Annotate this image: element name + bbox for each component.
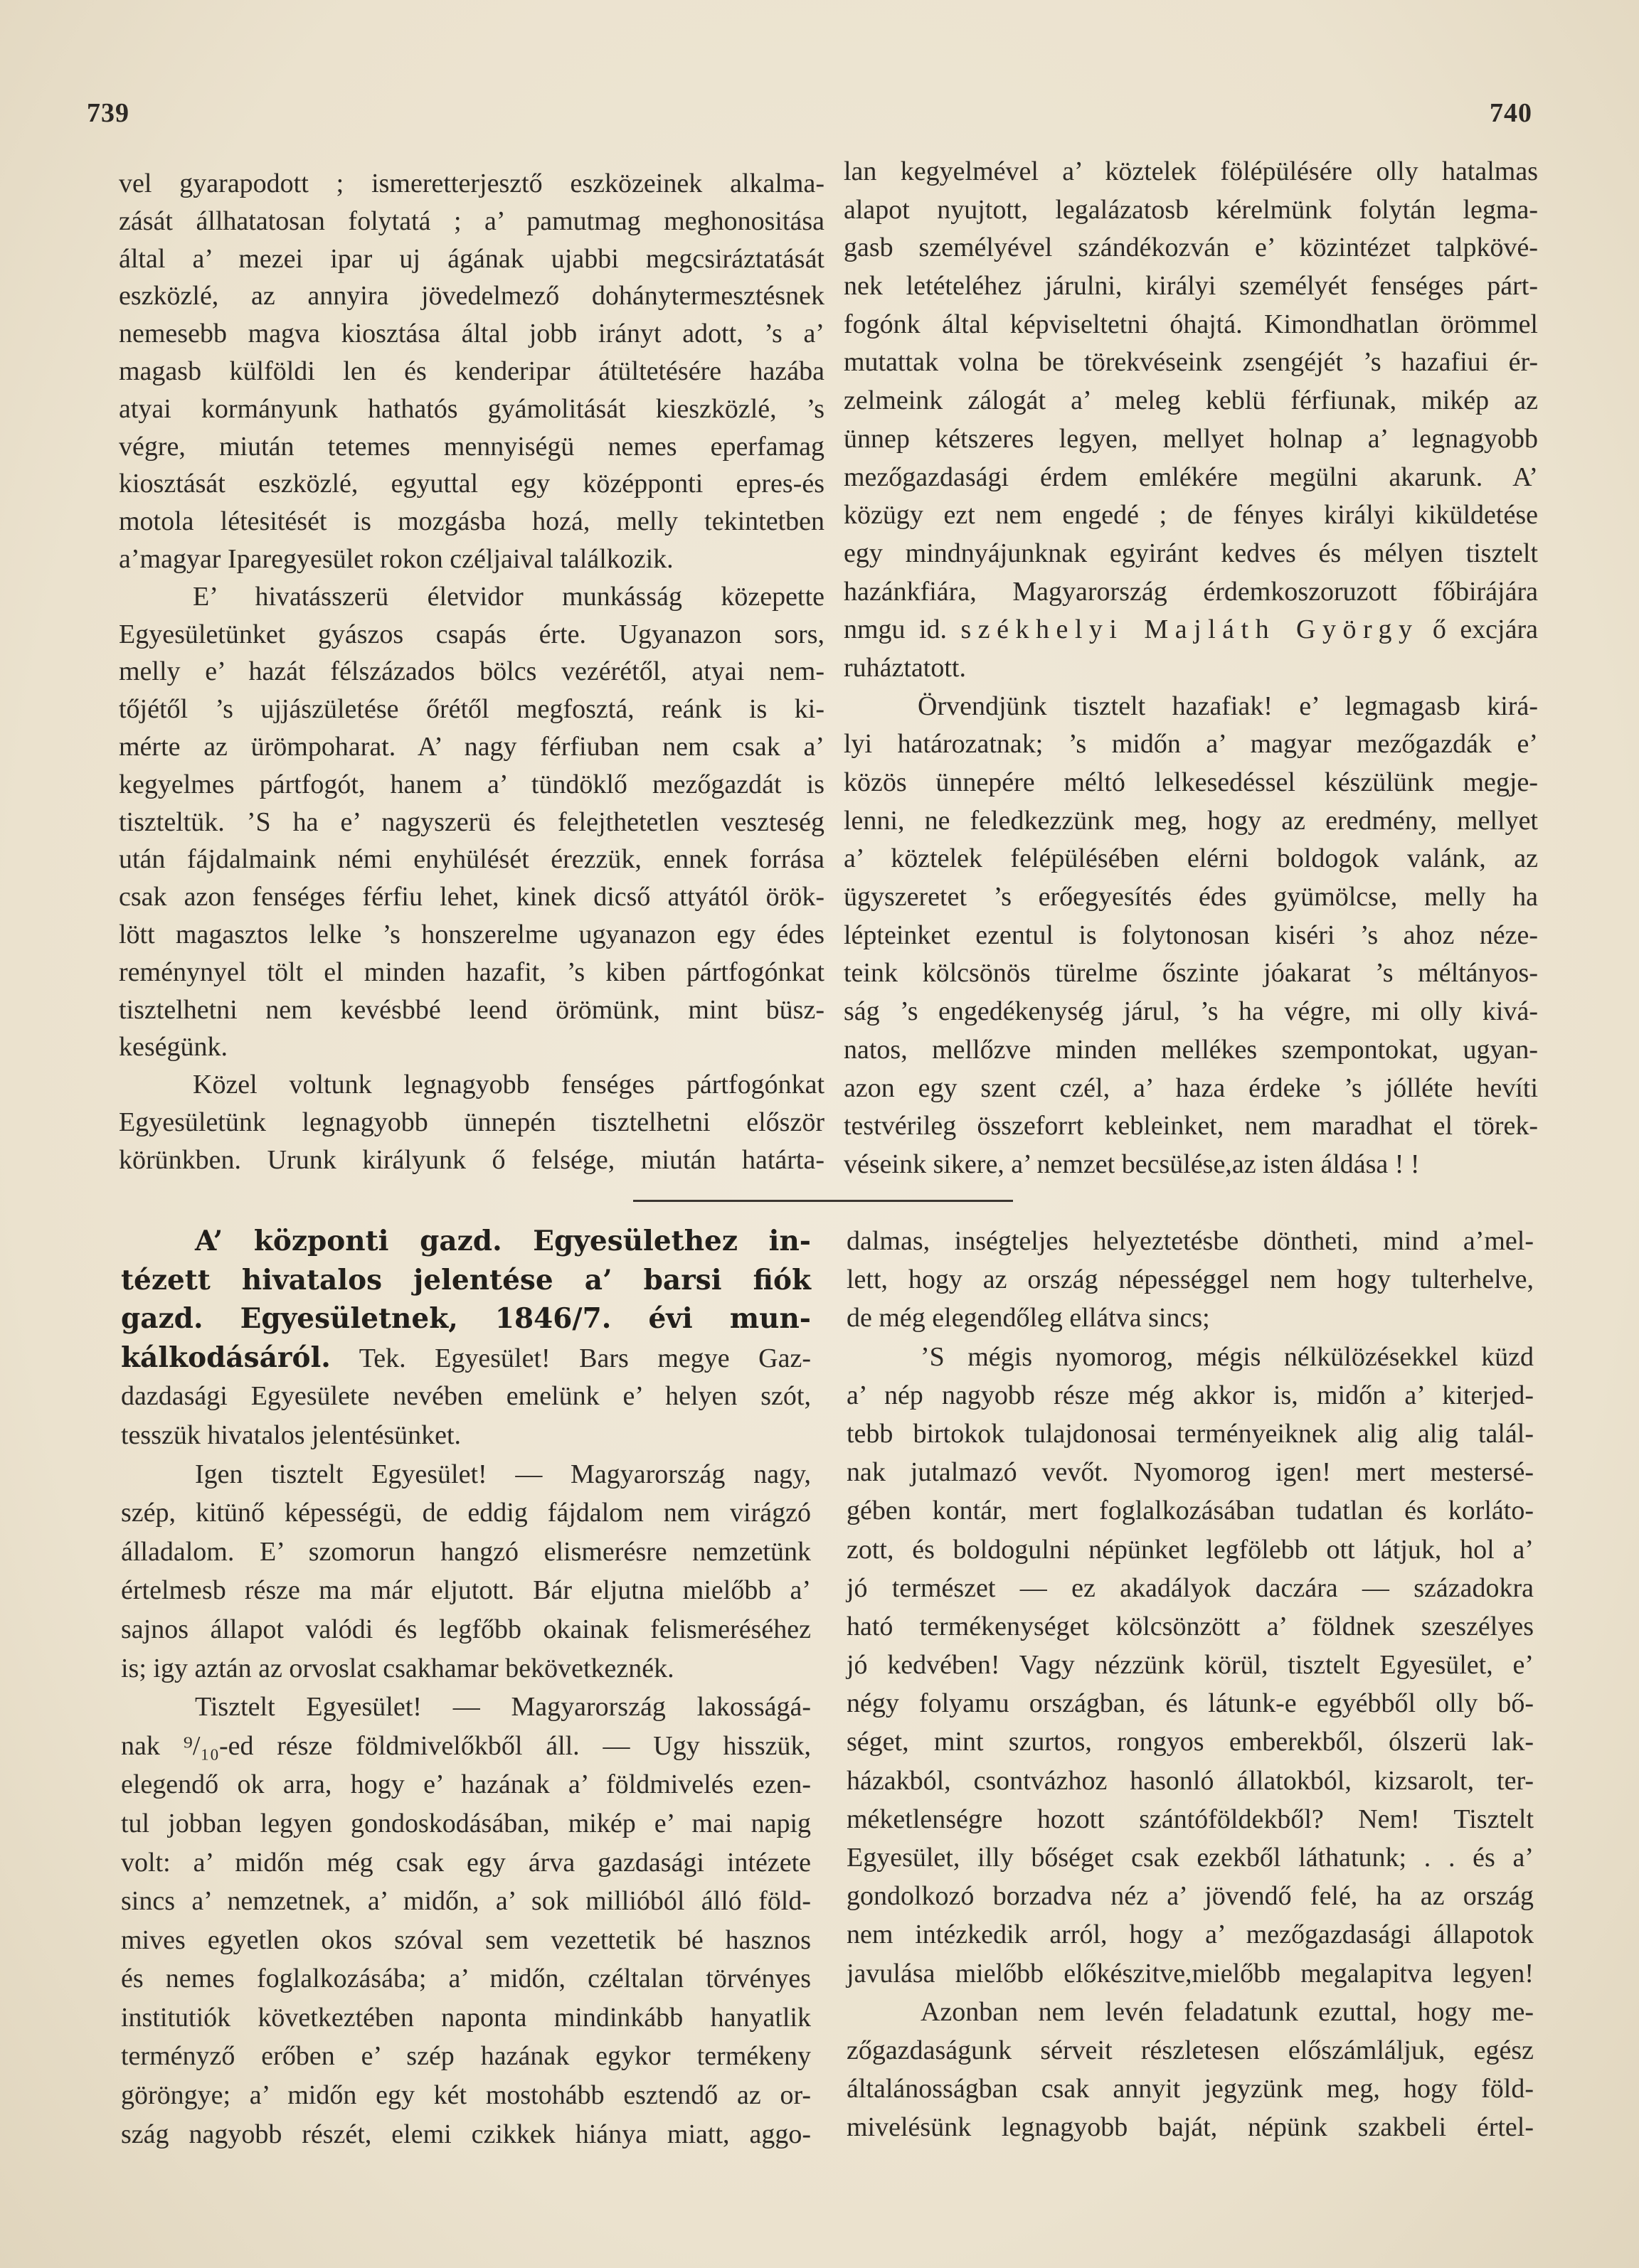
text-line: tiszteltük. ’S ha e’ nagyszerü és felejthetetlen veszteség: [119, 806, 824, 837]
text-line: Egyesületünket gyászos csapás érte. Ugyanazon sors,: [119, 619, 824, 649]
text-line: szép, kitünő képességü, de eddig fájdalom nem virágzó: [121, 1498, 811, 1528]
text-line: [121, 1338, 811, 1378]
text-line: Egyesületünk legnagyobb ünnepén tisztelhetni először: [119, 1107, 824, 1137]
text-line: méketlenségre hozott szántóföldekből? Nem! Tisztelt: [847, 1804, 1534, 1834]
text-line: közös ünnepére méltó lelkesedéssel készülünk megje-: [844, 767, 1538, 797]
text-line: alapot nyujtott, legalázatosb kérelmünk folytán legma-: [844, 194, 1538, 225]
text-line: szág nagyobb részét, elemi czikkek hiánya miatt, aggo-: [121, 2119, 811, 2149]
text-line: lyi határozatnak; ’s midőn a’ magyar mezőgazdák e’: [844, 729, 1538, 760]
text-line: ság ’s engedékenység járul, ’s ha végre, mi olly kivá-: [844, 996, 1538, 1027]
text-line: Tisztelt Egyesület! — Magyarország lakosságá-: [195, 1692, 811, 1723]
text-line: által a’ mezei ipar uj ágának ujabbi megcsiráztatását: [119, 243, 824, 274]
text-line: testvérileg összeforrt kebleinket, nem maradhat el törek-: [844, 1111, 1538, 1141]
text-line: házakból, csontvázhoz hasonló állatokból, kizsarolt, ter-: [847, 1765, 1534, 1796]
text-line: göröngye; a’ midőn egy két mostohább esztendő az or-: [121, 2080, 811, 2111]
text-line: hazánkfiára, Magyarország érdemkoszoruzott főbirájára: [844, 576, 1538, 607]
text-line: ’S mégis nyomorog, mégis nélkülözésekkel küzd: [921, 1341, 1534, 1372]
text-segment: ő excjára: [1418, 614, 1538, 645]
text-line: E’ hivatásszerü életvidor munkásság közepette: [193, 581, 824, 612]
section-divider: [633, 1200, 1013, 1202]
text-line: gondolkozó borzadva néz a’ jövendő felé, ha az ország: [847, 1881, 1534, 1912]
text-line: tisztelhetni nem kevésbbé leend örömünk, mint büsz-: [119, 994, 824, 1025]
text-line: melly e’ hazát félszázados bölcs vezérétől, atyai nem-: [119, 656, 824, 687]
text-line: tesszük hivatalos jelentésünket.: [121, 1420, 462, 1450]
text-line: kegyelmes pártfogót, hanem a’ tündöklő mezőgazdát is: [119, 769, 824, 799]
text-line: fogónk által képviseltetni óhajtá. Kimondhatlan örömmel: [844, 309, 1538, 339]
text-line: nak jutalmazó vevőt. Nyomorog igen! mert mestersé-: [847, 1457, 1534, 1488]
text-line: Közel voltunk legnagyobb fenséges pártfogónkat: [193, 1070, 824, 1100]
text-line: sajnos állapot valódi és legfőbb okainak felismeréséhez: [121, 1614, 811, 1644]
text-line: lenni, ne feledkezzünk meg, hogy az eredmény, mellyet: [844, 805, 1538, 836]
text-line: a’magyar Iparegyesület rokon czéljaival találkozik.: [119, 543, 674, 574]
text-line: séget, mint szurtos, rongyos emberekből, ólszerü lak-: [847, 1727, 1534, 1757]
text-line: terményző erőben e’ szép hazának egykor termékeny: [121, 2041, 811, 2072]
text-line: általánosságban csak annyit jegyzünk meg, hogy föld-: [847, 2074, 1534, 2104]
text-line: dazdasági Egyesülete nevében emelünk e’ helyen szót,: [121, 1381, 811, 1412]
text-line: magasb külföldi len és kenderipar átültetésére hazába: [119, 356, 824, 386]
text-line: azon egy szent czél, a’ haza érdeke ’s jólléte hevíti: [844, 1072, 1538, 1103]
text-line: végre, miután tetemes mennyiségü nemes eperfamag: [119, 431, 824, 462]
text-line: mezőgazdasági érdem emlékére megülni akarunk. A’: [844, 462, 1538, 492]
text-line: zott, és boldogulni népünket legfölebb ott látjuk, hol a’: [847, 1534, 1534, 1565]
page-number-left: 739: [87, 98, 129, 128]
text-line: mérte az ürömpoharat. A’ nagy férfiuban nem csak a’: [119, 731, 824, 762]
letter-spaced-name: székhelyi Majláth György: [960, 614, 1419, 645]
text-line: kiosztását eszközlé, egyuttal egy középponti epres-és: [119, 469, 824, 499]
text-line: sincs a’ nemzetnek, a’ midőn, a’ sok millióból álló föld-: [121, 1886, 811, 1917]
text-line: ruháztatott.: [844, 652, 966, 683]
lower-left-column: [121, 1222, 811, 2153]
text-line: teink kölcsönös türelme őszinte jóakarat ’s méltányos-: [844, 958, 1538, 989]
text-line: értelmesb része ma már eljutott. Bár eljutna mielőbb a’: [121, 1575, 811, 1606]
text-segment: nmgu id.: [844, 614, 961, 645]
text-line: keségünk.: [119, 1032, 228, 1063]
text-line: után fájdalmaink némi enyhülését érezzük, ennek forrása: [119, 844, 824, 875]
text-line: jó kedvében! Vagy nézzünk körül, tisztelt Egyesület, e’: [847, 1650, 1534, 1681]
text-line: a’ köztelek felépülésében elérni boldogok valánk, az: [844, 843, 1538, 874]
article-title-end: kálkodásáról.: [121, 1341, 331, 1374]
text-line: közügy ezt nem engedé ; de fényes királyi kiküldetése: [844, 500, 1538, 531]
text-line: nemesebb magva kiosztása által jobb irányt adott, ’s a’: [119, 319, 824, 349]
text-line: zőgazdaságunk sérveit részletesen előszámláljuk, egész: [847, 2035, 1534, 2065]
text-line: gében kontár, mert foglalkozásában tudatlan és korláto-: [847, 1496, 1534, 1526]
text-line: eszközlé, az annyira jövedelmező dohánytermesztésnek: [119, 281, 824, 312]
text-line: javulása mielőbb előkészitve,mielőbb megalapitva legyen!: [847, 1958, 1534, 1989]
article-title-line: A’ központi gazd. Egyesülethez in-: [195, 1225, 811, 1257]
text-line: Igen tisztelt Egyesület! — Magyarország nagy,: [195, 1459, 811, 1489]
text-line: [844, 611, 1538, 649]
text-line: motola létesitését is mozgásba hozá, melly tekintetben: [119, 506, 824, 537]
upper-right-column: [844, 153, 1538, 1184]
upper-left-column: [119, 165, 824, 1179]
text-line: és nemes foglalkozásába; a’ midőn, czéltalan törvényes: [121, 1964, 811, 1994]
text-line: véseink sikere, a’ nemzet becsülése,az isten áldása ! !: [844, 1149, 1420, 1179]
text-line: jó természet — ez akadályok daczára — századokra: [847, 1572, 1534, 1603]
text-line: tebb birtokok tulajdonosai terményeiknek alig alig talál-: [847, 1418, 1534, 1449]
text-line: natos, mellőzve minden mellékes szempontokat, ugyan-: [844, 1034, 1538, 1065]
text-line: reménynyel tölt el minden hazafit, ’s kiben pártfogónkat: [119, 957, 824, 987]
text-line: Azonban nem levén feladatunk ezuttal, hogy me-: [921, 1996, 1534, 2027]
text-line: vel gyarapodott ; ismeretterjesztő eszközeinek alkalma-: [119, 169, 824, 198]
text-line: mutattak volna be törekvéseink zsengéjét ’s hazafiui ér-: [844, 347, 1538, 378]
text-line: álladalom. E’ szomorun hangzó elismerésre nemzetünk: [121, 1536, 811, 1567]
text-line: tőjétől ’s ujjászületése őrétől megfosztá, reánk is ki-: [119, 694, 824, 725]
text-line: institutiók következtében naponta mindinkább hanyatlik: [121, 2002, 811, 2033]
text-line: de még elegendőleg ellátva sincs;: [847, 1303, 1210, 1333]
text-line: négy folyamu országban, és látunk-e egyébből olly bő-: [847, 1688, 1534, 1719]
text-line: ünnep kétszeres legyen, mellyet holnap a’ legnagyobb: [844, 423, 1538, 454]
text-line: dalmas, inségteljes helyeztetésbe döntheti, mind a’mel-: [847, 1226, 1534, 1256]
text-line: lett, hogy az ország népességgel nem hogy tulterhelve,: [847, 1265, 1534, 1295]
text-segment: Tek. Egyesület! Bars megye Gaz-: [330, 1343, 811, 1373]
text-line: csak azon fenséges férfiu lehet, kinek dicső attyától örök-: [119, 882, 824, 912]
text-line: a’ nép nagyobb része még akkor is, midőn a’ kiterjed-: [847, 1380, 1534, 1410]
text-line: lött magasztos lelke ’s honszerelme ugyanazon egy édes: [119, 919, 824, 949]
text-line: zelmeink zálogát a’ meleg keblü férfiunak, mikép az: [844, 385, 1538, 416]
text-line: mives egyetlen okos szóval sem vezettetik bé hasznos: [121, 1924, 811, 1955]
text-line: ügyszeretet ’s erőegyesítés édes gyümölcse, melly ha: [844, 882, 1538, 912]
text-line: lépteinket ezentul is folytonosan kiséri ’s ahoz néze-: [844, 920, 1538, 950]
article-title-line: tézett hivatalos jelentése a’ barsi fiók: [121, 1263, 811, 1297]
text-line: egy mindnyájunknak egyiránt kedves és mélyen tisztelt: [844, 538, 1538, 568]
article-title-line: gazd. Egyesületnek, 1846/7. évi mun-: [121, 1302, 811, 1336]
text-line: ható termékenységet kölcsönzött a’ földnek szeszélyes: [847, 1611, 1534, 1641]
text-line: atyai kormányunk hathatós gyámolitását kieszközlé, ’s: [119, 393, 824, 424]
text-line: nek letételéhez járulni, királyi személyét fenséges párt-: [844, 271, 1538, 302]
text-line: lan kegyelmével a’ köztelek fölépülésére olly hatalmas: [844, 156, 1538, 186]
text-line: Örvendjünk tisztelt hazafiak! e’ legmagasb kirá-: [918, 691, 1538, 721]
text-line: is; igy aztán az orvoslat csakhamar bekövetkeznék.: [121, 1653, 674, 1683]
text-line: nak ⁹/₁₀-ed része földmivelőkből áll. — Ugy hisszük,: [121, 1730, 811, 1761]
text-line: zását állhatatosan folytatá ; a’ pamutmag meghonositása: [119, 206, 824, 236]
text-line: volt: a’ midőn még csak egy árva gazdasági intézete: [121, 1847, 811, 1878]
text-line: körünkben. Urunk királyunk ő felsége, miután határta-: [119, 1144, 824, 1175]
text-line: gasb személyével szándékozván e’ közintézet talpkövé-: [844, 233, 1538, 263]
page-number-right: 740: [1490, 98, 1532, 128]
text-line: nem intézkedik arról, hogy a’ mezőgazdasági állapotok: [847, 1920, 1534, 1950]
text-line: elegendő ok arra, hogy e’ hazának a’ földmivelés ezen-: [121, 1769, 811, 1800]
text-line: mivelésünk legnagyobb baját, népünk szakbeli értel-: [847, 2112, 1534, 2143]
lower-right-column: [847, 1222, 1534, 2147]
text-line: tul jobban legyen gondoskodásában, mikép e’ mai napig: [121, 1808, 811, 1838]
text-line: Egyesület, illy bőséget csak ezekből láthatunk; . . és a’: [847, 1843, 1534, 1873]
